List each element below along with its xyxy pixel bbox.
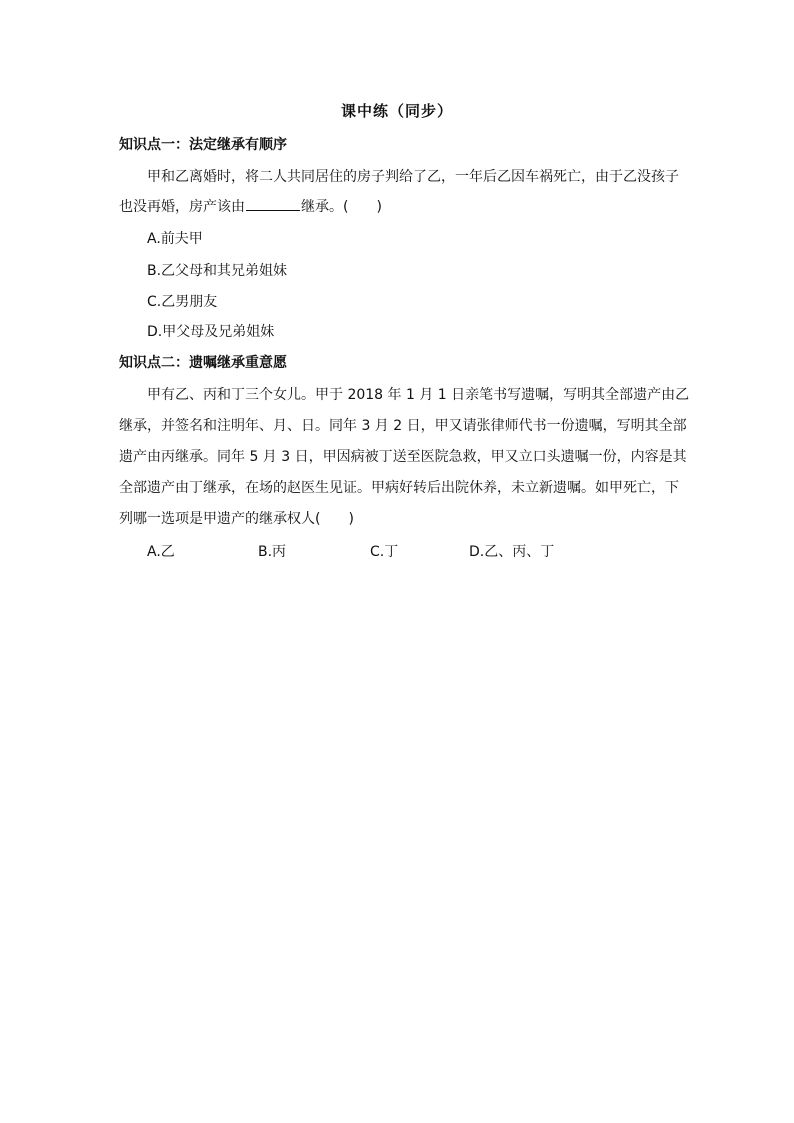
- question-1-stem-before-blank: 也没再婚，房产该由: [119, 199, 245, 215]
- answer-blank: [246, 196, 300, 211]
- question-2-stem-line-4: 全部遗产由丁继承，在场的赵医生见证。甲病好转后出院休养，未立新遗嘱。如甲死亡，下: [119, 480, 679, 496]
- question-1-stem-line-2: [119, 196, 382, 216]
- question-1-option-a: A.前夫甲: [147, 231, 203, 247]
- question-1-option-c: C.乙男朋友: [147, 294, 218, 310]
- section-1-heading: 知识点一：法定继承有顺序: [119, 137, 287, 153]
- question-1-option-b: B.乙父母和其兄弟姐妹: [147, 263, 288, 279]
- question-2-option-c: C.丁: [370, 544, 399, 560]
- question-1-stem-after-blank: 继承。( ): [301, 199, 382, 215]
- question-2-stem-line-2: 继承，并签名和注明年、月、日。同年 3 月 2 日，甲又请张律师代书一份遗嘱，写明其全部: [119, 418, 687, 434]
- section-2-heading: 知识点二：遗嘱继承重意愿: [119, 355, 287, 371]
- question-2-stem-line-1: 甲有乙、丙和丁三个女儿。甲于 2018 年 1 月 1 日亲笔书写遗嘱，写明其全部遗产由乙: [147, 387, 690, 403]
- question-1-option-d: D.甲父母及兄弟姐妹: [147, 324, 275, 340]
- question-2-option-d: D.乙、丙、丁: [469, 544, 555, 560]
- question-1-stem-line-1: 甲和乙离婚时，将二人共同居住的房子判给了乙，一年后乙因车祸死亡，由于乙没孩子: [147, 169, 679, 185]
- question-2-stem-line-3: 遗产由丙继承。同年 5 月 3 日，甲因病被丁送至医院急救，甲又立口头遗嘱一份，内容是其: [119, 449, 687, 465]
- question-2-option-a: A.乙: [147, 544, 175, 560]
- question-2-option-b: B.丙: [258, 544, 287, 560]
- page-title: 课中练（同步）: [340, 102, 453, 120]
- question-2-stem-line-5: 列哪一选项是甲遗产的继承权人( ): [119, 511, 354, 527]
